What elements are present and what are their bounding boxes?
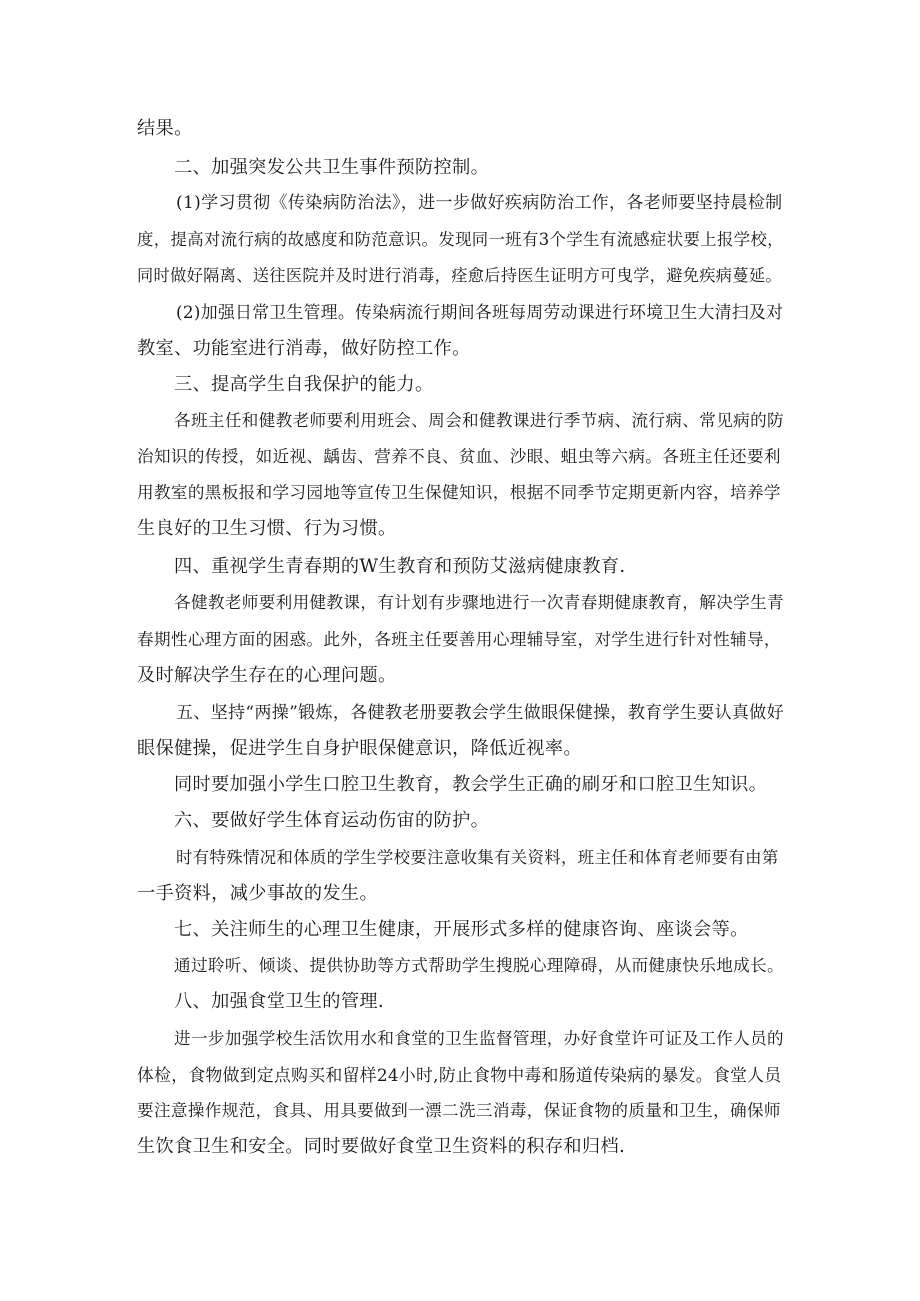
section-heading: 六、要做好学生体育运动伤宙的防护。 [174, 810, 490, 831]
text-line: 度，提高对流行病的故感度和防范意识。发现同一班有3个学生有流感症状要上报学校， [137, 230, 784, 249]
section-heading: 四、重视学生青春期的W生教育和预防艾滋病健康教育. [174, 556, 626, 577]
text-line: 春期性心理方面的困惑。此外，各班主任要善用心理辅导室，对学生进行针对性辅导， [137, 630, 781, 649]
text-line: 时有特殊情况和体质的学生学校要注意收集有关资料，班主任和体育老师要有由第 [176, 848, 779, 867]
text-line: 各健教老师要利用健教课，有计划有步骤地进行一次青春期健康教育，解决学生青 [174, 593, 784, 612]
text-line: 生良好的卫生习惯、行为习惯。 [137, 518, 397, 539]
text-line: 治知识的传授，如近视、龋齿、营养不良、贫血、沙眼、蛆虫等六病。各班主任还要利 [137, 447, 781, 466]
text-line: 眼保健操，促进学生自身护眼保健意识，降低近视率。 [137, 738, 582, 759]
text-line: 进一步加强学校生活饮用水和食堂的卫生监督管理，办好食堂许可证及工作人员的 [174, 1029, 784, 1048]
text-line: 结果。 [137, 118, 193, 139]
section-heading: 七、关注师生的心理卫生健康，开展形式多样的健康咨询、座谈会等。 [174, 919, 749, 940]
text-line: 一手资料，减少事故的发生。 [137, 883, 378, 904]
text-line: 体检，食物做到定点购买和留样24小时,防止食物中毒和肠道传染病的暴发。食堂人员 [137, 1065, 782, 1085]
text-line: (1)学习贯彻《传染病防治法》，进一步做好疾病防治工作，各老师要坚持晨检制 [176, 193, 783, 213]
text-line: (2)加强日常卫生管理。传染病流行期间各班每周劳动课进行环境卫生大清扫及对 [176, 302, 784, 322]
section-heading: 二、加强突发公共卫生事件预防控制。 [174, 157, 490, 178]
text-line: 通过聆听、倾谈、提供协助等方式帮助学生搜脱心理障碍，从而健康快乐地成长。 [174, 956, 784, 975]
text-line: 及时解决学生存在的心理问题。 [137, 665, 397, 686]
section-heading: 三、提高学生自我保护的能力。 [174, 374, 434, 395]
section-heading: 八、加强食堂卫生的管理. [174, 991, 385, 1012]
text-line: 生饮食卫生和安全。同时要做好食堂卫生资料的积存和归档. [137, 1136, 626, 1157]
text-line: 用教室的黑板报和学习园地等宣传卫生保健知识，根据不同季节定期更新内容，培养学 [137, 483, 781, 502]
text-line: 同时要加强小学生口腔卫生教育，教会学生正确的刷牙和口腔卫生知识。 [174, 774, 768, 795]
text-line: 各班主任和健教老师要利用班会、周会和健教课进行季节病、流行病、常见病的防 [174, 411, 784, 430]
text-line: 教室、功能室进行消毒，做好防控工作。 [137, 338, 471, 359]
text-line: 要注意操作规范，食具、用具要做到一漂二洗三消毒，保证食物的质量和卫生，确保师 [137, 1101, 781, 1120]
text-line: 同时做好隔离、送往医院并及时进行消毒，痊愈后持医生证明方可曳学，避免疾病蔓延。 [137, 266, 782, 285]
section-heading: 五、坚持“两操”锻炼，各健教老册要教会学生做眼保健操，教育学生要认真做好 [176, 703, 784, 723]
